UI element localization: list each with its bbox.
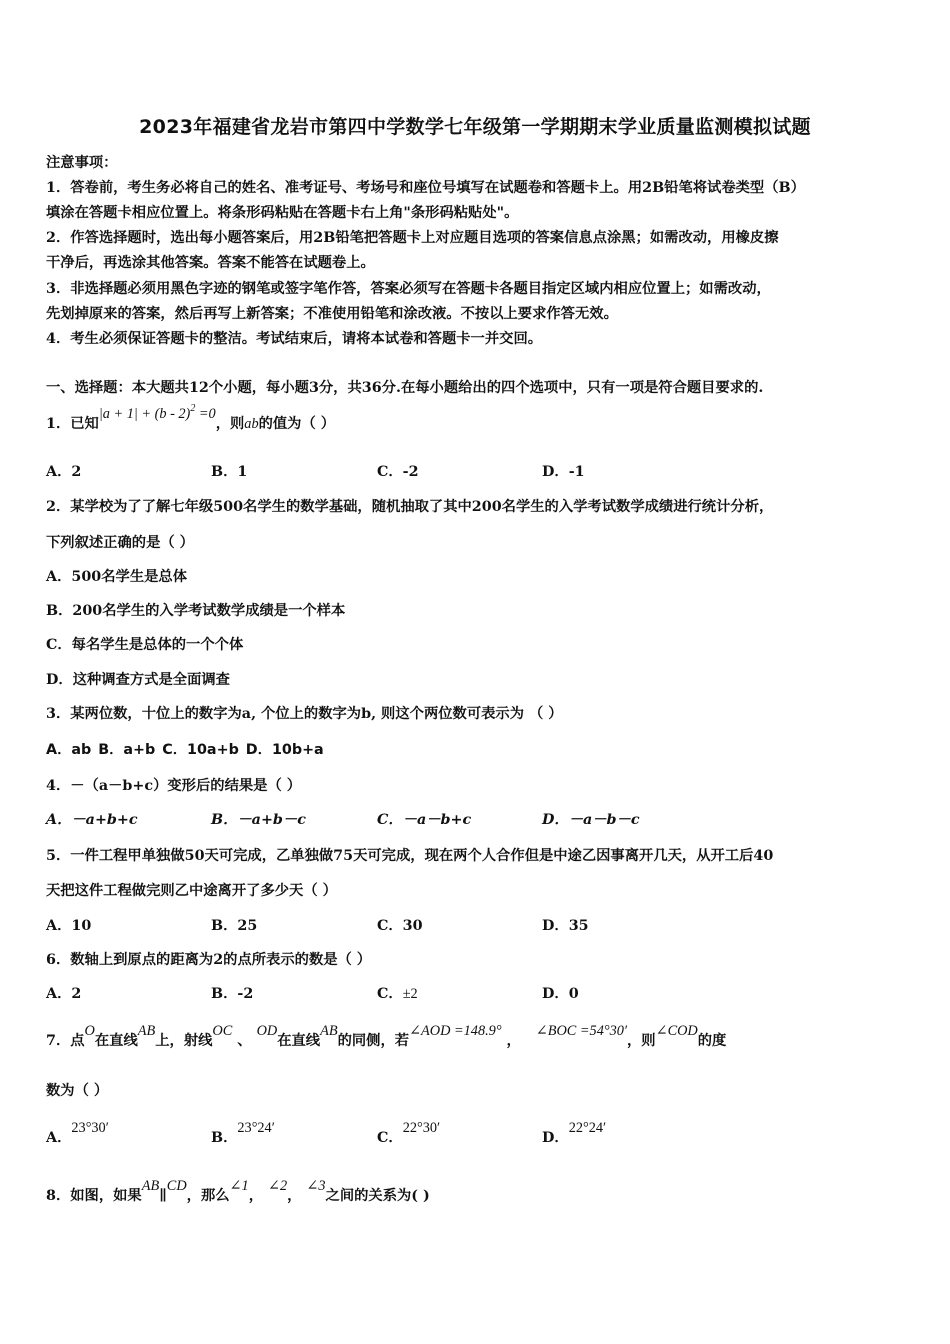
q1-prefix: 1．已知 xyxy=(46,416,99,432)
q1-formula: |a + 1| + (b - 2)$^2$ =0 xyxy=(98,403,216,422)
q1-option-d: D．-1 xyxy=(542,464,585,480)
question-5-line-2: 天把这件工程做完则乙中途离开了多少天（ ） xyxy=(46,883,337,899)
q4-option-a: A．－a+b+c xyxy=(46,812,138,828)
notice-line-5: 3．非选择题必须用黑色字迹的钢笔或签字笔作答，答案必须写在答题卡各题目指定区域内相应位置上；如需改动， xyxy=(46,281,771,297)
q1-var: ab xyxy=(244,416,259,432)
q7-option-c: C．22°30′ xyxy=(377,1120,441,1146)
notice-line-3: 2．作答选择题时，选出每小题答案后，用2B铅笔把答题卡上对应题目选项的答案信息点涂黑；如需改动，用橡皮擦 xyxy=(46,230,779,246)
question-2-line-1: 2．某学校为了了解七年级500名学生的数学基础，随机抽取了其中200名学生的入学考试数学成绩进行统计分析， xyxy=(46,499,774,515)
angle-3: ∠3 xyxy=(306,1178,326,1194)
q4-option-c: C．－a－b+c xyxy=(377,812,472,828)
notice-line-7: 4．考生必须保证答题卡的整洁。考试结束后，请将本试卷和答题卡一并交回。 xyxy=(46,331,543,347)
notice-heading: 注意事项： xyxy=(46,155,118,171)
notice-line-4: 干净后，再选涂其他答案。答案不能答在试题卷上。 xyxy=(46,255,375,271)
q3-options: A．ab B．a+b C．10a+b D．10b+a xyxy=(46,742,324,758)
q4-option-b: B．－a+b－c xyxy=(211,812,306,828)
q6-option-a: A．2 xyxy=(46,986,82,1002)
q5-option-a: A．10 xyxy=(46,918,92,934)
question-7-line-2: 数为（ ） xyxy=(46,1083,109,1099)
q5-option-d: D．35 xyxy=(542,918,589,934)
parallel-symbol: ∥ xyxy=(159,1188,167,1204)
q7-option-d: D．22°24′ xyxy=(542,1120,607,1146)
question-3: 3．某两位数，十位上的数字为a, 个位上的数字为b, 则这个两位数可表示为 （ ） xyxy=(46,706,563,722)
q7-option-b: B．23°24′ xyxy=(211,1120,275,1146)
question-6: 6．数轴上到原点的距离为2的点所表示的数是（ ） xyxy=(46,952,372,968)
notice-line-2: 填涂在答题卡相应位置上。将条形码粘贴在答题卡右上角"条形码粘贴处"。 xyxy=(46,205,519,221)
q2-option-a: A．500名学生是总体 xyxy=(46,569,188,585)
question-5-line-1: 5．一件工程甲单独做50天可完成，乙单独做75天可完成，现在两个人合作但是中途乙因事离开几天，从开工后40 xyxy=(46,848,774,864)
q1-option-a: A．2 xyxy=(46,464,82,480)
q5-option-b: B．25 xyxy=(211,918,258,934)
q7-option-a: A．23°30′ xyxy=(46,1120,109,1146)
q4-option-d: D．－a－b－c xyxy=(542,812,640,828)
q2-option-b: B．200名学生的入学考试数学成绩是一个样本 xyxy=(46,603,346,619)
q2-option-c: C．每名学生是总体的一个个体 xyxy=(46,637,244,653)
q7-angle-cod: ∠COD xyxy=(655,1023,698,1039)
question-8: 8．如图，如果AB∥CD，那么∠1， ∠2， ∠3之间的关系为( ) xyxy=(46,1178,430,1204)
angle-2: ∠2 xyxy=(267,1178,288,1194)
angle-1: ∠1 xyxy=(229,1178,249,1194)
question-4: 4．－（a－b+c）变形后的结果是（ ） xyxy=(46,778,302,794)
q1-option-b: B．1 xyxy=(211,464,248,480)
question-1: 1．已知|a + 1| + (b - 2)$^2$ =0，则ab的值为（ ） xyxy=(46,403,336,432)
q7-point-o: O xyxy=(84,1023,95,1039)
notice-line-1: 1．答卷前，考生务必将自己的姓名、准考证号、考场号和座位号填写在试题卷和答题卡上。用2B铅笔将试卷类型（B） xyxy=(46,180,805,196)
q7-angle-boc: ∠BOC =54°30′ xyxy=(535,1023,627,1039)
q6-option-b: B．-2 xyxy=(211,986,254,1002)
q1-option-c: C．-2 xyxy=(377,464,419,480)
q7-angle-aod: ∠AOD =148.9° xyxy=(409,1023,502,1039)
q6-option-d: D．0 xyxy=(542,986,579,1002)
q2-option-d: D．这种调查方式是全面调查 xyxy=(46,672,230,688)
q6-option-c: C．±2 xyxy=(377,986,418,1002)
question-2-line-2: 下列叙述正确的是（ ） xyxy=(46,535,194,551)
q5-option-c: C．30 xyxy=(377,918,423,934)
section-heading: 一、选择题：本大题共12个小题，每小题3分，共36分.在每小题给出的四个选项中，只有一项是符合题目要求的. xyxy=(46,380,764,396)
notice-line-6: 先划掉原来的答案，然后再写上新答案；不准使用铅笔和涂改液。不按以上要求作答无效。 xyxy=(46,306,618,322)
page-title: 2023年福建省龙岩市第四中学数学七年级第一学期期末学业质量监测模拟试题 xyxy=(139,116,811,138)
question-7-line-1: 7．点O在直线AB上，射线OC 、 OD在直线AB的同侧，若∠AOD =148.9° ， ∠BOC =54°30′，则∠COD的度 xyxy=(46,1023,727,1049)
